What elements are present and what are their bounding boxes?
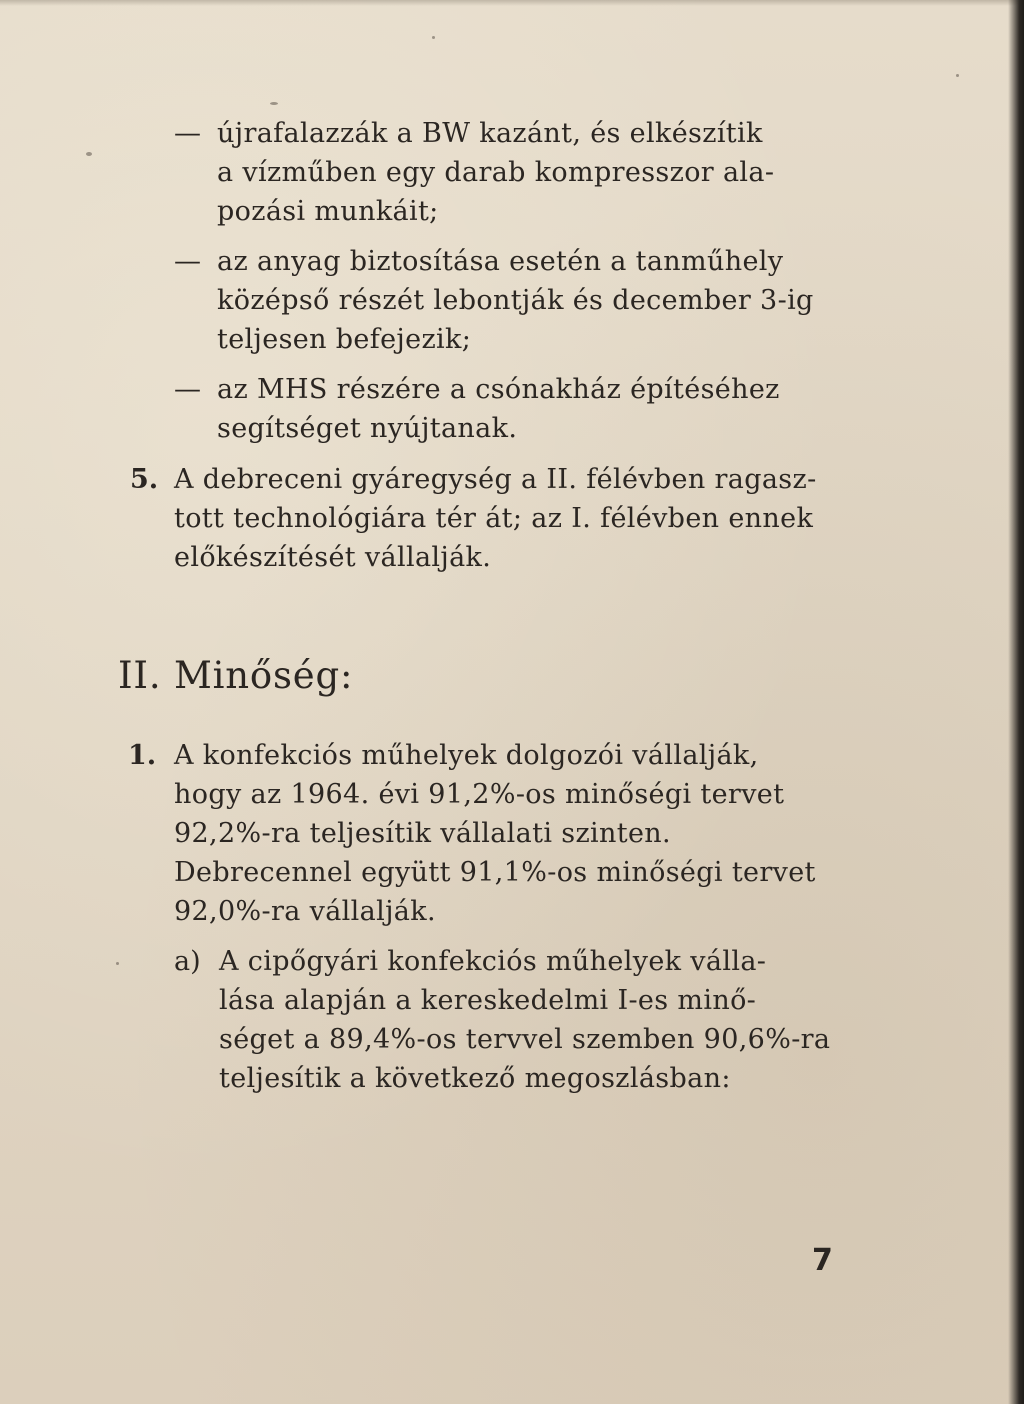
list-marker-dash: — [174,118,201,149]
text-line: pozási munkáit; [217,196,439,227]
text-line: séget a 89,4%-os tervvel szemben 90,6%-ra [219,1024,831,1055]
list-marker-dash: — [174,246,201,277]
text-line: 92,2%-ra teljesítik vállalati szinten. [174,818,671,849]
text-line: az anyag biztosítása esetén a tanműhely [217,246,784,277]
paper-speck [270,102,278,105]
section-heading: II. Minőség: [118,654,354,697]
text-line: lása alapján a kereskedelmi I-es minő- [219,985,757,1016]
paper-speck [116,962,119,965]
text-line: előkészítését vállalják. [174,542,492,573]
text-line: A cipőgyári konfekciós műhelyek válla- [219,946,767,977]
list-marker-letter: a) [174,946,201,977]
text-line: teljesen befejezik; [217,324,472,355]
text-line: A konfekciós műhelyek dolgozói vállalják, [174,740,759,771]
text-line: teljesítik a következő megoszlásban: [219,1063,731,1094]
paper-speck [432,36,435,39]
text-line: középső részét lebontják és december 3-ig [217,285,814,316]
text-line: 92,0%-ra vállalják. [174,896,436,927]
text-line: segítséget nyújtanak. [217,413,518,444]
list-marker-dash: — [174,374,201,405]
paper-speck [956,74,959,77]
page-right-edge [1008,0,1024,1404]
list-marker-number: 5. [130,464,159,495]
page-top-shadow [0,0,1024,6]
text-line: az MHS részére a csónakház építéséhez [217,374,780,405]
text-line: Debrecennel együtt 91,1%-os minőségi tervet [174,857,816,888]
paper-speck [86,152,92,156]
text-line: A debreceni gyáregység a II. félévben ragasz- [174,464,817,495]
text-line: tott technológiára tér át; az I. félévben ennek [174,503,814,534]
list-marker-number: 1. [128,740,157,771]
text-line: hogy az 1964. évi 91,2%-os minőségi tervet [174,779,785,810]
page-number: 7 [812,1243,833,1278]
text-line: a vízműben egy darab kompresszor ala- [217,157,775,188]
text-line: újrafalazzák a BW kazánt, és elkészítik [217,118,763,149]
